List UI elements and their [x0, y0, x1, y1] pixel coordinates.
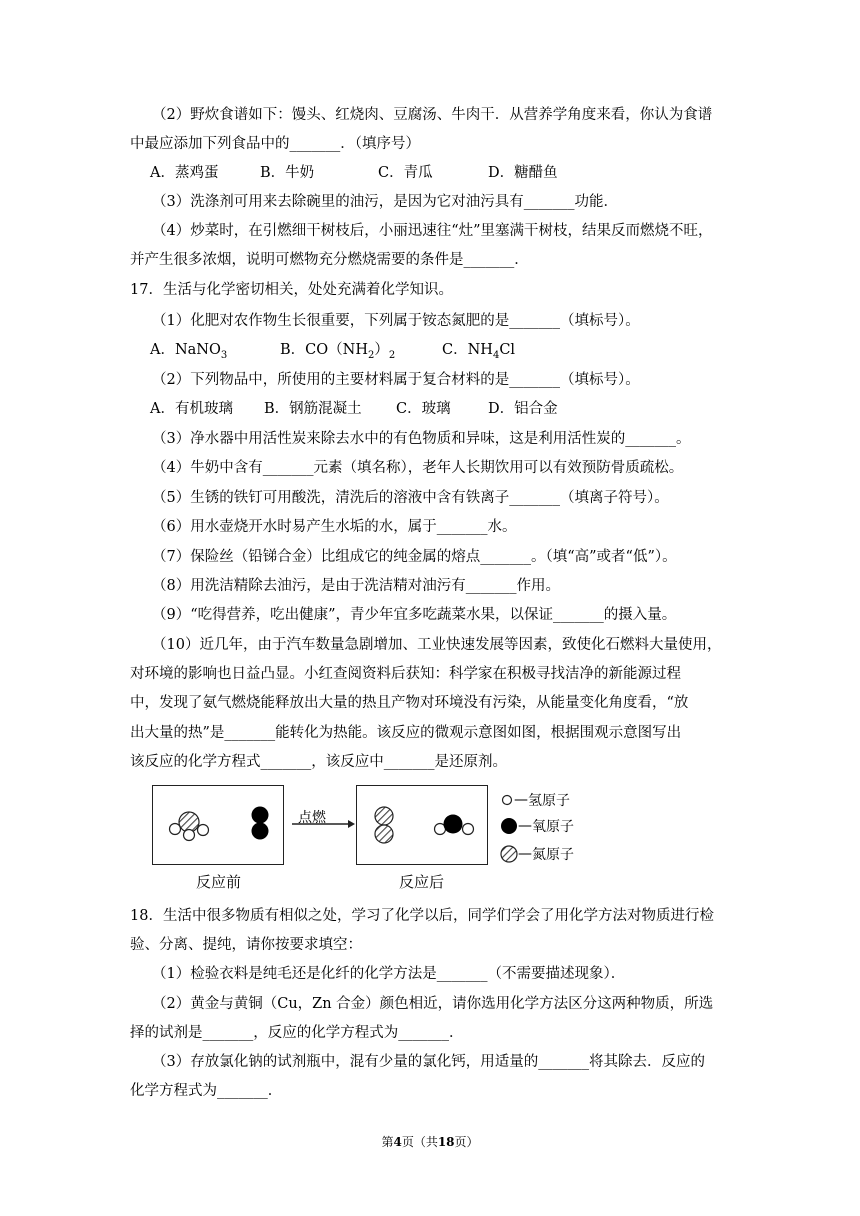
q17-10-line4: 出大量的热”是_______能转化为热能。该反应的微观示意图如图，根据围观示意图写出	[130, 725, 682, 741]
q16-2-line2: 中最应添加下列食品中的_______．（填序号）	[130, 136, 420, 152]
diagram-legend	[500, 790, 610, 870]
option-c: C．玻璃	[396, 401, 451, 417]
option-b: B．$CO(NH_2)_2$	[280, 342, 396, 361]
option-d: D．糖醋鱼	[488, 165, 558, 181]
q17-6: （6）用水壶烧开水时易产生水垢的水，属于_______水。	[152, 519, 517, 535]
oxygen-molecule	[252, 807, 269, 840]
q17-10-line5: 该反应的化学方程式_______，该反应中_______是还原剂。	[130, 754, 507, 770]
after-label: 反应后	[399, 873, 445, 891]
option-c: C．$NH_4Cl$	[442, 342, 516, 361]
q17-stem: 17．生活与化学密切相关，处处充满着化学知识。	[130, 282, 453, 298]
q18-2-line2: 择的试剂是_______，反应的化学方程式为_______．	[130, 1025, 464, 1041]
q17-1-options	[150, 340, 770, 366]
q17-10-line2: 对环境的影响也日益凸显。小红查阅资料后获知：科学家在积极寻找洁净的新能源过程	[130, 666, 681, 682]
arrow-label: 点燃	[298, 810, 326, 826]
legend-nitrogen: — 氮原子	[500, 844, 574, 864]
q17-10-line1: （10）近几年，由于汽车数量急剧增加、工业快速发展等因素，致使化石燃料大量使用，	[152, 637, 722, 653]
q17-9: （9）“吃得营养，吃出健康”，青少年宜多吃蔬菜水果，以保证_______的摄入量。	[152, 607, 677, 623]
q16-2-line1: （2）野炊食谱如下：馒头、红烧肉、豆腐汤、牛肉干．从营养学角度来看，你认为食谱	[152, 107, 713, 123]
nitrogen-molecule	[375, 807, 393, 843]
option-d: D．铝合金	[488, 401, 558, 417]
option-a: A．有机玻璃	[150, 401, 233, 417]
option-b: B．牛奶	[260, 165, 315, 181]
hydrogen-atom-icon	[500, 793, 514, 807]
page-number: 4	[393, 1135, 402, 1149]
q17-8: （8）用洗洁精除去油污，是由于洗洁精对油污有_______作用。	[152, 578, 560, 594]
q17-2-options	[150, 399, 770, 419]
q17-3: （3）净水器中用活性炭来除去水中的有色物质和异味，这是利用活性炭的_______。	[152, 431, 691, 447]
total-pages: 18	[437, 1135, 455, 1149]
oxygen-atom-icon	[500, 817, 518, 835]
q18-stem-line1: 18．生活中很多物质有相似之处，学习了化学以后，同学们学会了用化学方法对物质进行检	[130, 908, 714, 924]
q17-10-line3: 中，发现了氨气燃烧能释放出大量的热且产物对环境没有污染，从能量变化角度看，“放	[130, 695, 689, 711]
option-a: A．蒸鸡蛋	[150, 165, 219, 181]
q16-4-line2: 并产生很多浓烟，说明可燃物充分燃烧需要的条件是_______．	[130, 252, 529, 268]
q16-3: （3）洗涤剂可用来去除碗里的油污，是因为它对油污具有_______功能．	[152, 194, 618, 210]
q17-7: （7）保险丝（铅锑合金）比组成它的纯金属的熔点_______。（填“高”或者“低”）。	[152, 549, 677, 565]
legend-oxygen: — 氧原子	[500, 816, 574, 836]
ammonia-molecule	[170, 812, 209, 841]
option-b: B．钢筋混凝土	[264, 401, 362, 417]
page-footer: 第4页（共18页）	[381, 1135, 479, 1149]
q17-5: （5）生锈的铁钉可用酸洗，清洗后的溶液中含有铁离子_______（填离子符号）。	[152, 490, 669, 506]
before-label: 反应前	[196, 873, 242, 891]
q17-1: （1）化肥对农作物生长很重要，下列属于铵态氮肥的是_______（填标号）。	[152, 313, 640, 329]
q18-stem-line2: 验、分离、提纯，请你按要求填空：	[130, 937, 362, 953]
q17-4: （4）牛奶中含有_______元素（填名称），老年人长期饮用可以有效预防骨质疏松。	[152, 460, 684, 476]
legend-hydrogen: — 氢原子	[500, 790, 570, 810]
q18-2-line1: （2）黄金与黄铜（Cu，Zn 合金）颜色相近，请你选用化学方法区分这两种物质，所选	[152, 996, 714, 1012]
q18-3-line2: 化学方程式为_______．	[130, 1083, 283, 1099]
water-molecule	[435, 815, 474, 835]
option-a: A．NaNO$_3$	[150, 342, 228, 361]
q17-2: （2）下列物品中，所使用的主要材料属于复合材料的是_______（填标号）。	[152, 372, 640, 388]
q16-options	[150, 163, 770, 183]
q18-3-line1: （3）存放氯化钠的试剂瓶中，混有少量的氯化钙，用适量的_______将其除去．反应的	[152, 1054, 705, 1070]
option-c: C．青瓜	[378, 165, 433, 181]
q18-1: （1）检验衣料是纯毛还是化纤的化学方法是_______（不需要描述现象）．	[152, 966, 626, 982]
nitrogen-atom-icon	[500, 845, 518, 863]
q16-4-line1: （4）炒菜时，在引燃细干树枝后，小丽迅速往“灶”里塞满干树枝，结果反而燃烧不旺，	[152, 223, 713, 239]
